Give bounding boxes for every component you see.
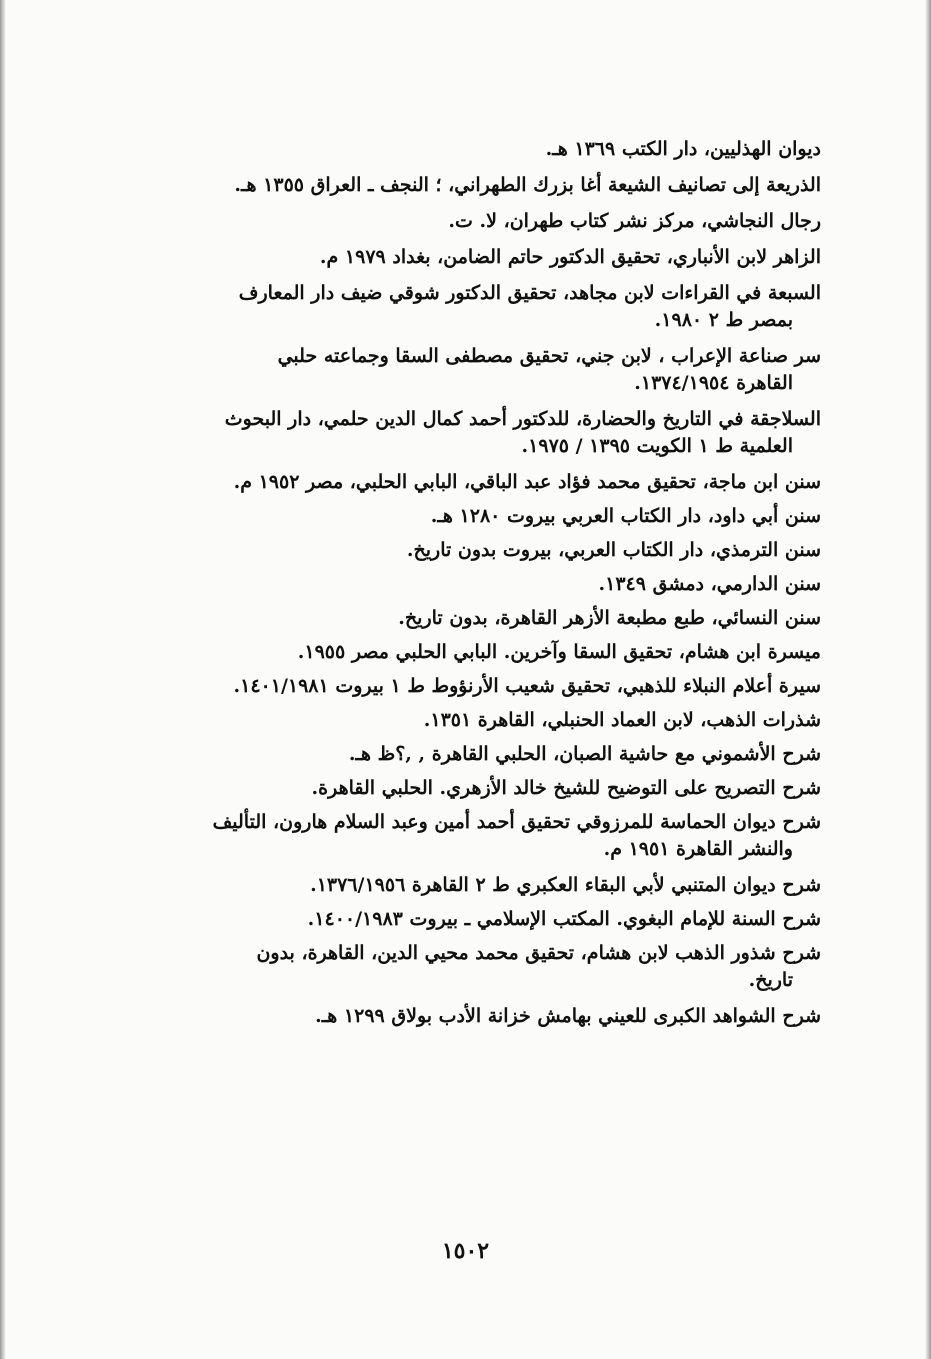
bibliography-entry: سر صناعة الإعراب ، لابن جني، تحقيق مصطفى السقا وجماعته حلبي القاهرة ١٣٧٤/١٩٥٤. [128, 343, 821, 397]
bibliography-entry: سنن النسائي، طبع مطبعة الأزهر القاهرة، بدون تاريخ. [398, 607, 821, 629]
bibliography-entry: شرح الأشموني مع حاشية الصبان، الحلبي القاهرة , ,؟ظ هـ. [348, 743, 821, 765]
bibliography-entry: شرح ديوان المتنبي لأبي البقاء العكبري ط ٢ القاهرة ١٣٧٦/١٩٥٦. [310, 874, 821, 896]
bibliography-entry: رجال النجاشي، مركز نشر كتاب طهران، لا. ت. [448, 210, 821, 232]
entry-continuation: القاهرة ١٣٧٤/١٩٥٤. [634, 372, 793, 394]
bibliography-entry: ميسرة ابن هشام، تحقيق السقا وآخرين. البابي الحلبي مصر ١٩٥٥. [297, 641, 821, 663]
bibliography-entry: شرح السنة للإمام البغوي. المكتب الإسلامي ـ بيروت ١٤٠٠/١٩٨٣. [307, 908, 821, 930]
bibliography-entry: سنن الترمذي، دار الكتاب العربي، بيروت بدون تاريخ. [406, 539, 821, 561]
bibliography-entry: شرح شذور الذهب لابن هشام، تحقيق محمد محيي الدين، القاهرة، بدون تاريخ. [128, 940, 821, 994]
bibliography-entry: السبعة في القراءات لابن مجاهد، تحقيق الدكتور شوقي ضيف دار المعارف بمصر ط ٢ ١٩٨٠. [128, 280, 821, 334]
entry-continuation: والنشر القاهرة ١٩٥١ م. [603, 838, 793, 860]
scan-edge-left [0, 0, 6, 1359]
entry-continuation: العلمية ط ١ الكويت ١٣٩٥ / ١٩٧٥. [521, 435, 793, 457]
page-number: ١٥٠٢ [441, 1238, 490, 1264]
bibliography-entry: سنن ابن ماجة، تحقيق محمد فؤاد عبد الباقي، البابي الحلبي، مصر ١٩٥٢ م. [233, 471, 821, 493]
scan-edge-right [925, 0, 931, 1359]
bibliography-entry: شرح التصريح على التوضيح للشيخ خالد الأزهري. الحلبي القاهرة. [311, 777, 821, 799]
entry-continuation: تاريخ. [748, 969, 793, 991]
bibliography-entry: شذرات الذهب، لابن العماد الحنبلي، القاهرة ١٣٥١. [423, 709, 821, 731]
bibliography-entry: شرح ديوان الحماسة للمرزوقي تحقيق أحمد أمين وعبد السلام هارون، التأليف والنشر القاهرة ١٩٥١ م. [128, 809, 821, 863]
bibliography-entry: سنن الدارمي، دمشق ١٣٤٩. [598, 573, 821, 595]
bibliography-entry: شرح الشواهد الكبرى للعيني بهامش خزانة الأدب بولاق ١٢٩٩ هـ. [315, 1005, 821, 1027]
bibliography-entry: السلاجقة في التاريخ والحضارة، للدكتور أحمد كمال الدين حلمي، دار البحوث العلمية ط ١ الكويت ١٣٩٥ / ١٩٧٥. [128, 406, 821, 460]
bibliography-entry: سنن أبي داود، دار الكتاب العربي بيروت ١٢٨٠ هـ. [430, 505, 821, 527]
bibliography-entry: ديوان الهذليين، دار الكتب ١٣٦٩ هـ. [545, 138, 821, 160]
entry-continuation: بمصر ط ٢ ١٩٨٠. [654, 309, 793, 331]
bibliography-entry: الزاهر لابن الأنباري، تحقيق الدكتور حاتم الضامن، بغداد ١٩٧٩ م. [319, 246, 821, 268]
bibliography-entry: الذريعة إلى تصانيف الشيعة أغا بزرك الطهراني، ؛ النجف ـ العراق ١٣٥٥ هـ. [234, 174, 821, 196]
bibliography-entry: سيرة أعلام النبلاء للذهبي، تحقيق شعيب الأرنؤوط ط ١ بيروت ١٤٠١/١٩٨١. [233, 675, 821, 697]
bibliography-list [128, 136, 821, 1039]
